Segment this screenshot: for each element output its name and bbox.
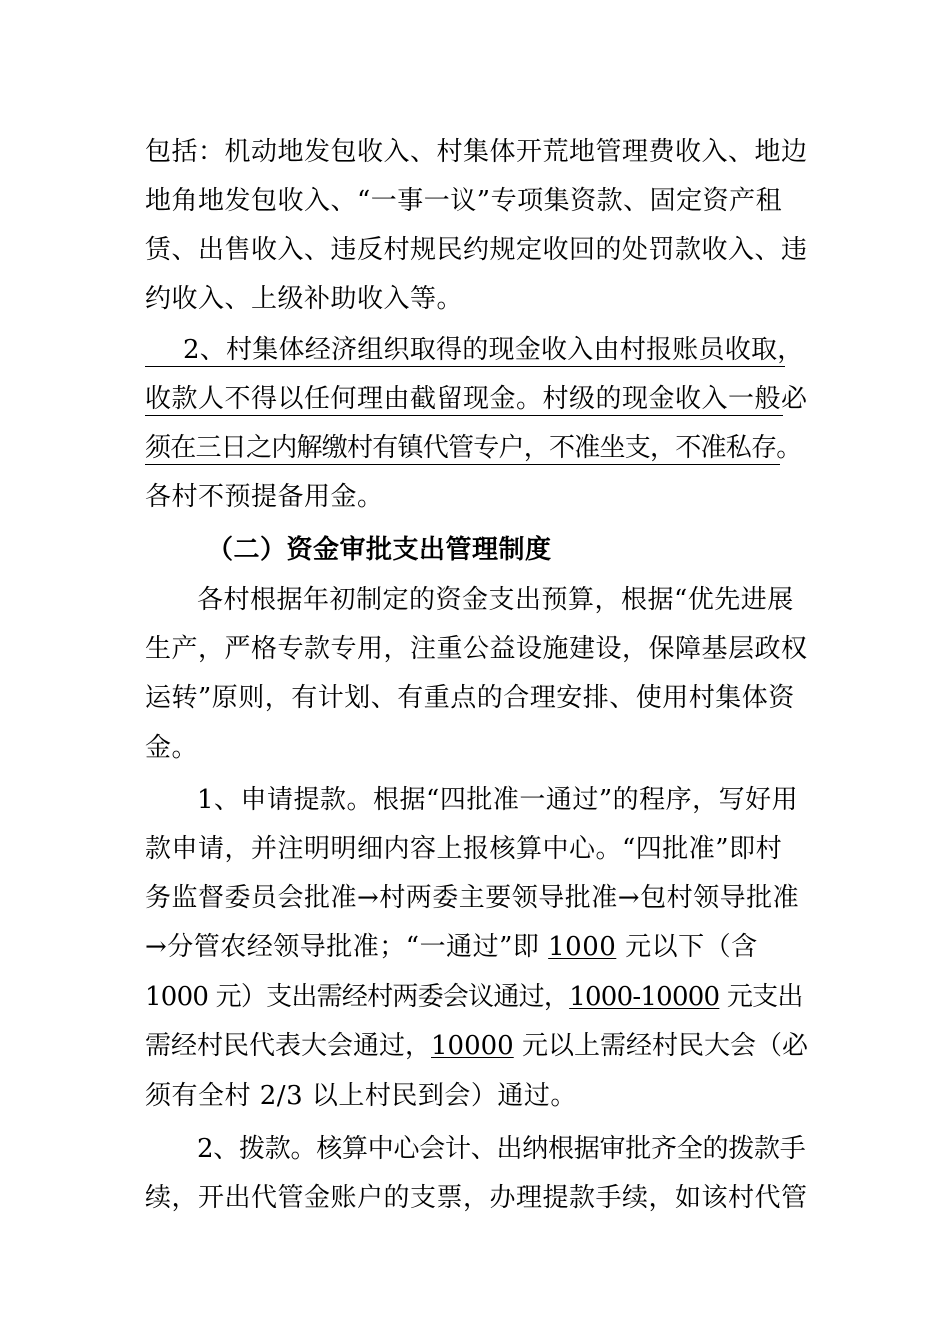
- line-4-text-a: →分管农经领导批准；“一通过”即: [145, 932, 549, 962]
- paragraph-4-line-2: 款申请，并注明明细内容上报核算中心。“四批准”即村: [145, 834, 783, 864]
- paragraph-3-line-1: 各村根据年初制定的资金支出预算，根据“优先进展: [197, 585, 794, 615]
- paragraph-4-line-1: 1、申请提款。根据“四批准一通过”的程序，写好用: [197, 785, 799, 815]
- paragraph-4-line-7: 须有全村 2/3 以上村民到会）通过。: [145, 1081, 577, 1111]
- paragraph-5-line-1: 2、拨款。核算中心会计、出纳根据审批齐全的拨款手: [197, 1134, 806, 1164]
- underline-rule: [145, 415, 783, 416]
- paragraph-1-line-2: 地角地发包收入、“一事一议”专项集资款、固定资产租: [145, 186, 783, 216]
- paragraph-3-line-2: 生产，严格专款专用，注重公益设施建设，保障基层政权: [145, 634, 808, 664]
- line-6-text-a: 需经村民代表大会通过，: [145, 1031, 432, 1061]
- paragraph-2-line-4: 各村不预提备用金。: [145, 482, 384, 512]
- line-5-text-a: 1000 元）支出需经村两委会议通过，: [145, 982, 570, 1012]
- paragraph-5-line-2: 续，开出代管金账户的支票，办理提款手续，如该村代管: [145, 1183, 808, 1213]
- paragraph-1-line-1: 包括：机动地发包收入、村集体开荒地管理费收入、地边: [145, 137, 808, 167]
- underline-rule: [145, 366, 785, 367]
- amount-range-underlined: 1000-10000: [569, 982, 720, 1012]
- paragraph-3-line-3: 运转”原则，有计划、有重点的合理安排、使用村集体资: [145, 683, 795, 713]
- line-4-text-b: 元以下（含: [616, 932, 758, 962]
- paragraph-4-line-4: [145, 931, 758, 963]
- paragraph-2-line-3: 须在三日之内解缴村有镇代管专户，不准坐支，不准私存。: [145, 433, 802, 463]
- line-5-text-b: 元支出: [719, 982, 803, 1012]
- paragraph-4-line-3: 务监督委员会批准→村两委主要领导批准→包村领导批准: [145, 883, 800, 913]
- paragraph-4-line-6: [145, 1030, 808, 1062]
- amount-10000-underlined: 10000: [431, 1031, 514, 1061]
- section-heading: （二）资金审批支出管理制度: [207, 535, 552, 565]
- paragraph-1-line-4: 约收入、上级补助收入等。: [145, 284, 464, 314]
- paragraph-2-line-2: 收款人不得以任何理由截留现金。村级的现金收入一般必: [145, 384, 808, 414]
- underline-rule: [145, 464, 780, 465]
- paragraph-1-line-3: 赁、出售收入、违反村规民约规定收回的处罚款收入、违: [145, 235, 808, 265]
- paragraph-3-line-4: 金。: [145, 733, 199, 763]
- amount-1000-underlined: 1000: [548, 932, 617, 962]
- line-6-text-b: 元以上需经村民大会（必: [513, 1031, 808, 1061]
- paragraph-4-line-5: [145, 981, 803, 1013]
- paragraph-2-line-1: 2、村集体经济组织取得的现金收入由村报账员收取，: [183, 335, 804, 365]
